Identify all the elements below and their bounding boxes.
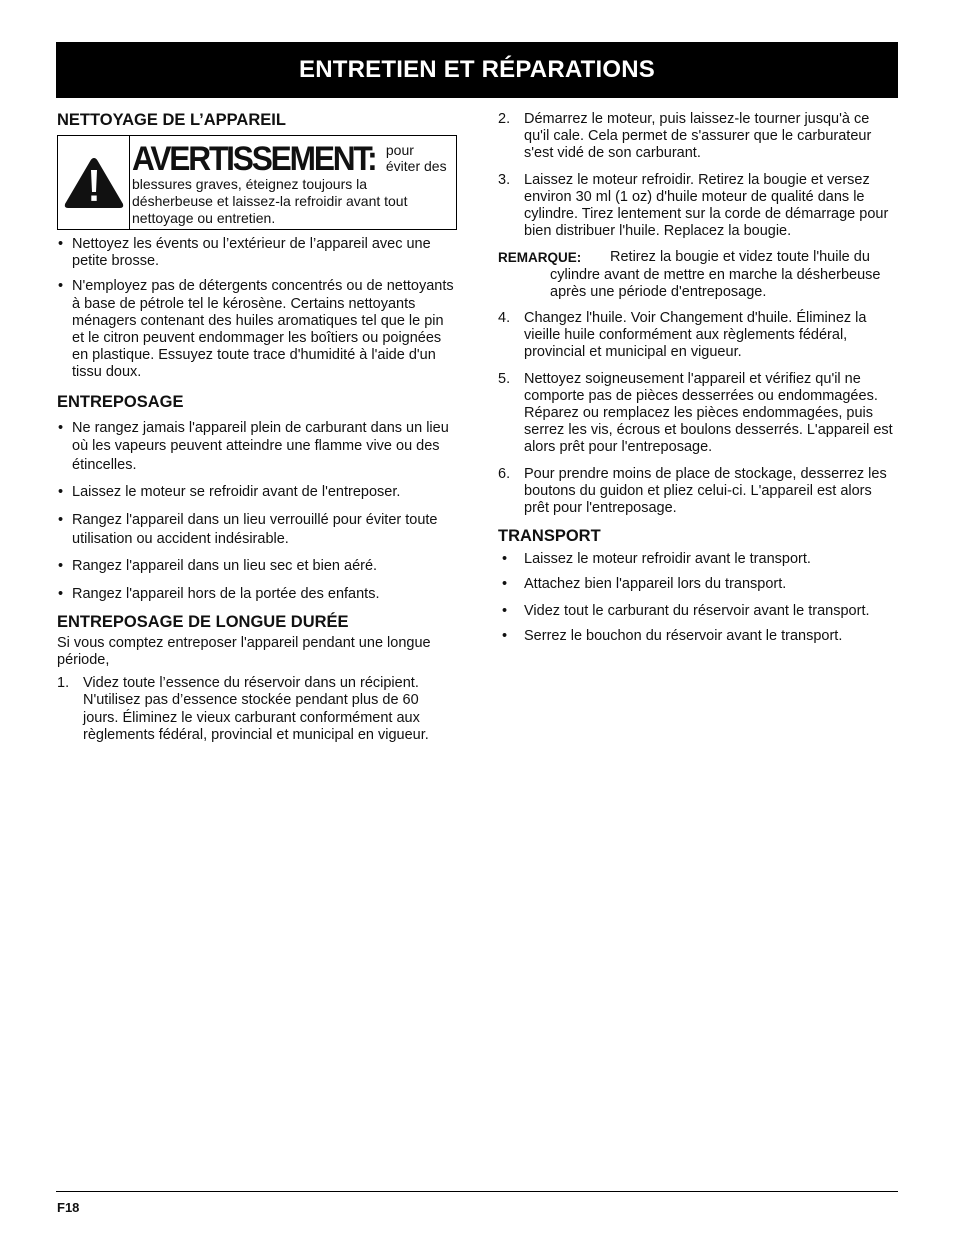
list-item bbox=[57, 675, 457, 744]
heading-storage: ENTREPOSAGE bbox=[57, 392, 184, 411]
note-text: Retirez la bougie et videz toute l'huile du cylindre avant de mettre en marche la désherbeuse après une période d'entreposage. bbox=[550, 249, 881, 300]
section-banner bbox=[56, 42, 898, 98]
storage-steps-a bbox=[498, 111, 898, 240]
heading-cleaning: NETTOYAGE DE L’APPAREIL bbox=[57, 111, 286, 129]
list-item: • Serrez le bouchon du réservoir avant le transport. bbox=[498, 628, 898, 645]
step-number: 3. bbox=[498, 171, 511, 188]
heading-transport: TRANSPORT bbox=[498, 527, 601, 546]
step-text: Nettoyez soigneusement l'appareil et vérifiez qu'il ne comporte pas de pièces desserrées ou endommagées. Réparez ou remplacez les pièces endommagées, puis serrez les vis, écrous et boulons desserrés. L'appareil est alors prêt pour l'entreposage. bbox=[524, 370, 893, 456]
step-text: Laissez le moteur refroidir. Retirez la bougie et versez environ 30 ml (1 oz) d'huile moteur de qualité dans le cylindre. Tirez lentement sur la corde de démarrage pour bien distribuer l'huile. Replacez la bougie. bbox=[524, 171, 889, 240]
list-item: • Rangez l'appareil hors de la portée des enfants. bbox=[57, 586, 457, 603]
list-item: • Laissez le moteur se refroidir avant de l'entreposer. bbox=[57, 484, 457, 501]
step-number: 6. bbox=[498, 465, 511, 482]
list-item: • Nettoyez les évents ou l’extérieur de l’appareil avec une petite brosse. bbox=[57, 236, 457, 270]
step-text: Démarrez le moteur, puis laissez-le tourner jusqu'à ce qu'il cale. Cela permet de s'assurer que le carburateur s'est vidé de son carburant. bbox=[524, 111, 872, 162]
footer-divider bbox=[56, 1191, 898, 1192]
list-item: • Laissez le moteur refroidir avant le transport. bbox=[498, 551, 898, 568]
step-number: 1. bbox=[57, 675, 70, 692]
warning-triangle-icon bbox=[58, 136, 130, 229]
list-item bbox=[498, 111, 898, 163]
right-column bbox=[498, 111, 898, 653]
list-item bbox=[498, 310, 898, 362]
list-item: • Ne rangez jamais l'appareil plein de carburant dans un lieu où les vapeurs peuvent atteindre une flamme vive ou des étincelles. bbox=[57, 419, 457, 475]
long-storage-steps bbox=[57, 675, 457, 744]
list-item bbox=[498, 172, 898, 241]
step-text: Changez l'huile. Voir Changement d'huile. Éliminez la vieille huile conformément aux règlements fédéral, provincial et municipal en vigueur. bbox=[524, 310, 867, 361]
note-label: REMARQUE: bbox=[498, 250, 582, 266]
long-storage-intro: Si vous comptez entreposer l'appareil pendant une longue période, bbox=[57, 634, 431, 668]
warning-side-text: pour éviter des bbox=[385, 142, 447, 174]
page-number: F18 bbox=[57, 1200, 80, 1215]
step-number: 2. bbox=[498, 111, 511, 127]
list-item bbox=[498, 466, 898, 518]
warning-title: AVERTISSEMENT: bbox=[132, 140, 376, 178]
storage-list bbox=[57, 419, 457, 603]
list-item bbox=[498, 371, 898, 457]
list-item: • N'employez pas de détergents concentrés ou de nettoyants à base de pétrole tel le kérosène. Certains nettoyants ménagers contenant des huiles aromatiques tel que le pin et le citron peuvent endommager les boîtiers ou poignées en plastique. Essuyez toute trace d'humidité à l'aide d'un tissu doux. bbox=[57, 278, 457, 381]
warning-text: blessures graves, éteignez toujours la désherbeuse et laissez-la refroidir avant tout nettoyage ou entretien. bbox=[132, 176, 408, 227]
list-item: • Rangez l'appareil dans un lieu sec et bien aéré. bbox=[57, 558, 457, 575]
note bbox=[498, 249, 898, 301]
storage-steps-b bbox=[498, 310, 898, 517]
list-item: • Attachez bien l'appareil lors du transport. bbox=[498, 576, 898, 593]
heading-long-storage: ENTREPOSAGE DE LONGUE DURÉE bbox=[57, 612, 349, 631]
step-number: 5. bbox=[498, 370, 511, 387]
list-item: • Videz tout le carburant du réservoir avant le transport. bbox=[498, 602, 898, 621]
transport-list bbox=[498, 551, 898, 645]
banner-title: ENTRETIEN ET RÉPARATIONS bbox=[299, 56, 655, 83]
step-text: Pour prendre moins de place de stockage, desserrez les boutons du guidon et pliez celui-ci. L'appareil est alors prêt pour l'entreposage. bbox=[524, 465, 887, 517]
warning-box bbox=[57, 135, 457, 230]
step-number: 4. bbox=[498, 310, 511, 327]
left-column bbox=[57, 110, 457, 753]
step-text: Videz toute l’essence du réservoir dans un récipient. N'utilisez pas d’essence stockée pendant plus de 60 jours. Éliminez le vieux carburant conformément aux règlements fédéral, provincial et municipal en vigueur. bbox=[83, 675, 429, 743]
cleaning-list bbox=[57, 236, 457, 382]
list-item: • Rangez l'appareil dans un lieu verrouillé pour éviter toute utilisation ou accident indésirable. bbox=[57, 511, 457, 548]
